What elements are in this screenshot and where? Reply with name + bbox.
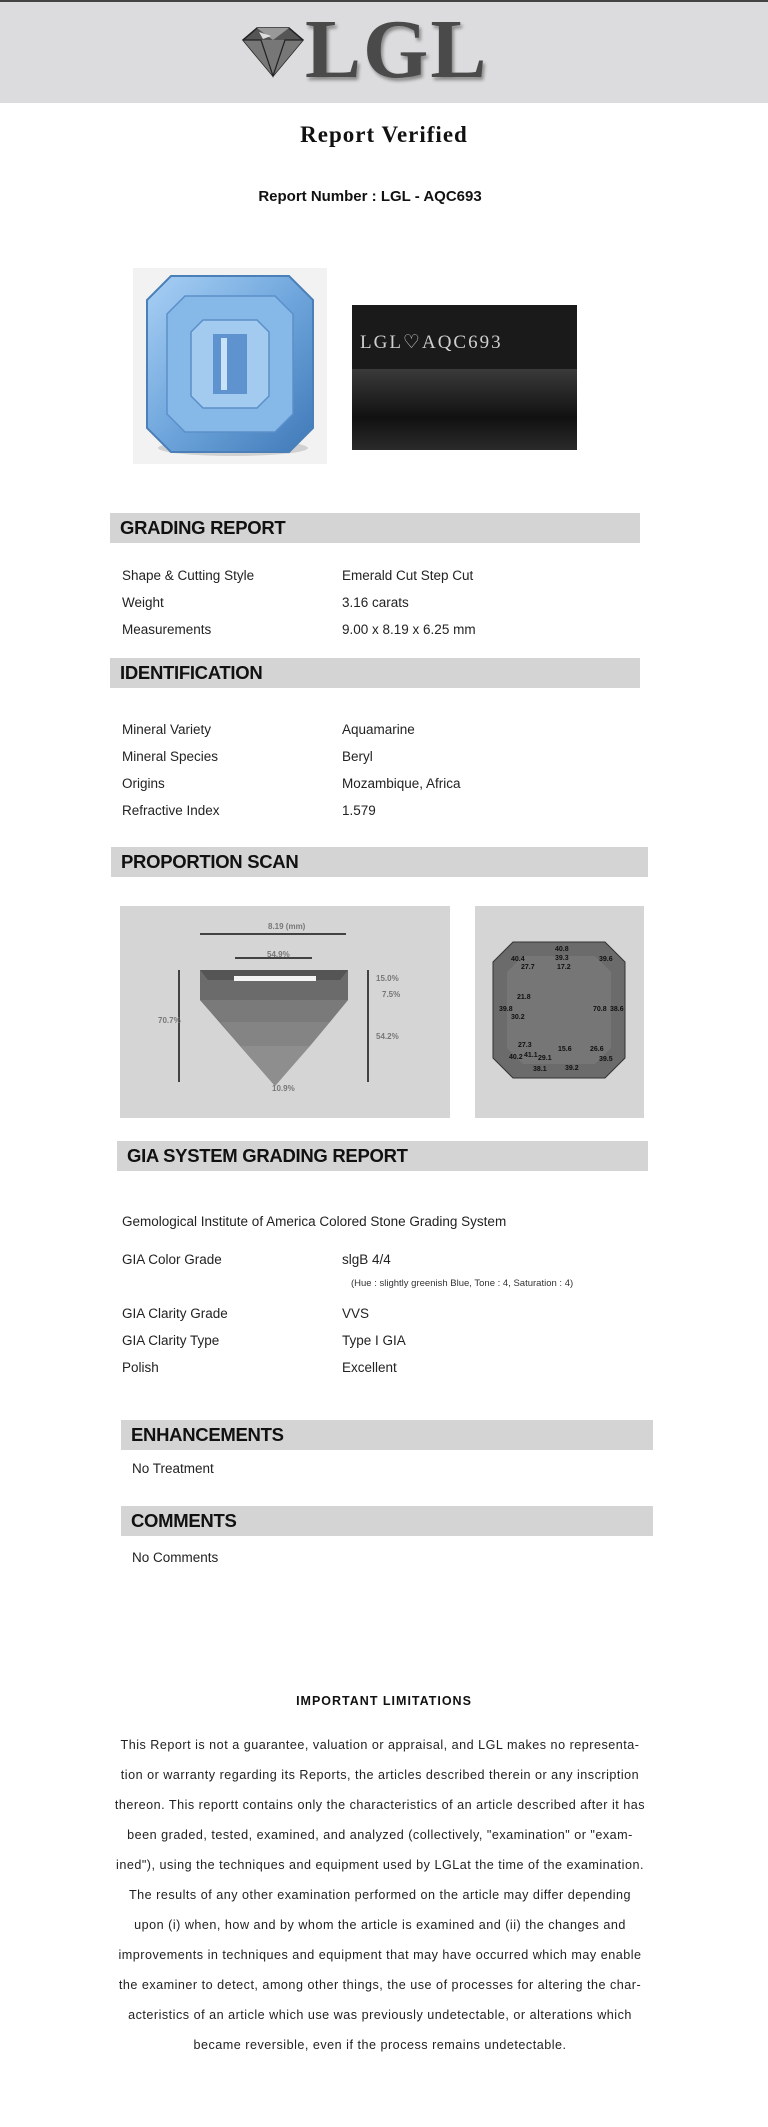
report-number: Report Number : LGL - AQC693 <box>258 188 482 205</box>
row-label: Polish <box>122 1360 159 1375</box>
side-profile-scan <box>120 906 450 1118</box>
top-measure: 38.1 <box>533 1066 547 1073</box>
identification-heading: IDENTIFICATION <box>110 658 640 688</box>
top-measure: 27.3 <box>518 1042 532 1049</box>
color-grade-note: (Hue : slightly greenish Blue, Tone : 4, Saturation : 4) <box>351 1278 574 1289</box>
row-label: Measurements <box>122 622 212 637</box>
page-title: Report Verified <box>300 122 468 147</box>
row-value: 3.16 carats <box>342 595 409 610</box>
row-label: Weight <box>122 595 164 610</box>
limitations-line: improvements in techniques and equipment that may have occurred which may enable <box>118 1948 642 1962</box>
limitations-line: The results of any other examination performed on the article may differ depending <box>128 1888 632 1902</box>
logo-text: LGL <box>305 3 489 96</box>
comments-heading: COMMENTS <box>121 1506 653 1536</box>
header-bar <box>0 0 768 103</box>
row-value: 9.00 x 8.19 x 6.25 mm <box>342 622 476 637</box>
enhancements-text: No Treatment <box>132 1461 214 1476</box>
inscription-photo <box>352 305 577 450</box>
limitations-line: been graded, tested, examined, and analyzed (collectively, "examination" or "exam- <box>127 1828 633 1842</box>
lgl-logo <box>233 3 489 96</box>
top-measure: 39.2 <box>565 1065 579 1072</box>
row-value: Excellent <box>342 1360 397 1375</box>
row-value: Aquamarine <box>342 722 415 737</box>
scan-pavilion-label: 54.2% <box>376 1032 399 1041</box>
top-measure: 38.6 <box>610 1006 624 1013</box>
limitations-line: upon (i) when, how and by whom the article is examined and (ii) the changes and <box>134 1918 626 1932</box>
top-measure: 40.8 <box>555 946 569 953</box>
limitations-line: the examiner to detect, among other things, the use of processes for altering the char- <box>118 1978 642 1992</box>
top-measure: 40.2 <box>509 1054 523 1061</box>
gem-photo <box>133 268 327 464</box>
row-label: Mineral Variety <box>122 722 212 737</box>
row-label: GIA Color Grade <box>122 1252 222 1267</box>
limitations-line: became reversible, even if the process remains undetectable. <box>193 2038 567 2052</box>
row-label: Origins <box>122 776 165 791</box>
grading-report-heading: GRADING REPORT <box>110 513 640 543</box>
top-measure: 39.6 <box>599 956 613 963</box>
enhancements-heading: ENHANCEMENTS <box>121 1420 653 1450</box>
row-value: Beryl <box>342 749 373 764</box>
top-measure: 70.8 <box>593 1006 607 1013</box>
top-measure: 17.2 <box>557 964 571 971</box>
row-value: Mozambique, Africa <box>342 776 461 791</box>
top-measure: 15.6 <box>558 1046 572 1053</box>
scan-crown-label: 15.0% <box>376 974 399 983</box>
row-label: Shape & Cutting Style <box>122 568 255 583</box>
top-measure: 26.6 <box>590 1046 604 1053</box>
top-measure: 27.7 <box>521 964 535 971</box>
top-view-scan <box>475 906 644 1118</box>
gia-report-heading: GIA SYSTEM GRADING REPORT <box>117 1141 648 1171</box>
row-value: 1.579 <box>342 803 376 818</box>
limitations-line: This Report is not a guarantee, valuation or appraisal, and LGL makes no representa- <box>120 1738 640 1752</box>
limitations-line: acteristics of an article which use was previously undetectable, or alterations which <box>128 2008 632 2022</box>
top-measure: 41.1 <box>524 1052 538 1059</box>
row-value: VVS <box>342 1306 370 1321</box>
scan-width-label: 8.19 (mm) <box>268 922 306 931</box>
inscription-text: LGL♡AQC693 <box>360 332 503 353</box>
limitations-line: tion or warranty regarding its Reports, the articles described therein or any inscription <box>120 1768 640 1782</box>
top-measure: 39.3 <box>555 955 569 962</box>
top-measure: 39.8 <box>499 1006 513 1013</box>
top-measure: 21.8 <box>517 994 531 1001</box>
diamond-icon <box>233 22 313 82</box>
limitations-line: ined"), using the techniques and equipment used by LGLat the time of the examination. <box>116 1858 644 1872</box>
gia-system-description: Gemological Institute of America Colored Stone Grading System <box>122 1214 507 1229</box>
top-measure: 40.4 <box>511 956 525 963</box>
row-label: GIA Clarity Type <box>122 1333 220 1348</box>
row-label: Refractive Index <box>122 803 220 818</box>
proportion-scan-heading: PROPORTION SCAN <box>111 847 648 877</box>
top-measure: 39.5 <box>599 1056 613 1063</box>
scan-depth-label: 70.7% <box>158 1016 181 1025</box>
row-value: slgB 4/4 <box>342 1252 391 1267</box>
limitations-line: thereon. This reportt contains only the characteristics of an article described after it has <box>114 1798 646 1812</box>
limitations-title: IMPORTANT LIMITATIONS <box>296 1694 472 1708</box>
scan-culet-label: 10.9% <box>272 1084 295 1093</box>
top-measure: 29.1 <box>538 1055 552 1062</box>
scan-girdle-label: 7.5% <box>382 990 401 999</box>
comments-text: No Comments <box>132 1550 219 1565</box>
row-label: GIA Clarity Grade <box>122 1306 228 1321</box>
row-label: Mineral Species <box>122 749 219 764</box>
row-value: Emerald Cut Step Cut <box>342 568 474 583</box>
scan-table-label: 54.9% <box>267 950 290 959</box>
row-value: Type I GIA <box>342 1333 406 1348</box>
top-measure: 30.2 <box>511 1014 525 1021</box>
